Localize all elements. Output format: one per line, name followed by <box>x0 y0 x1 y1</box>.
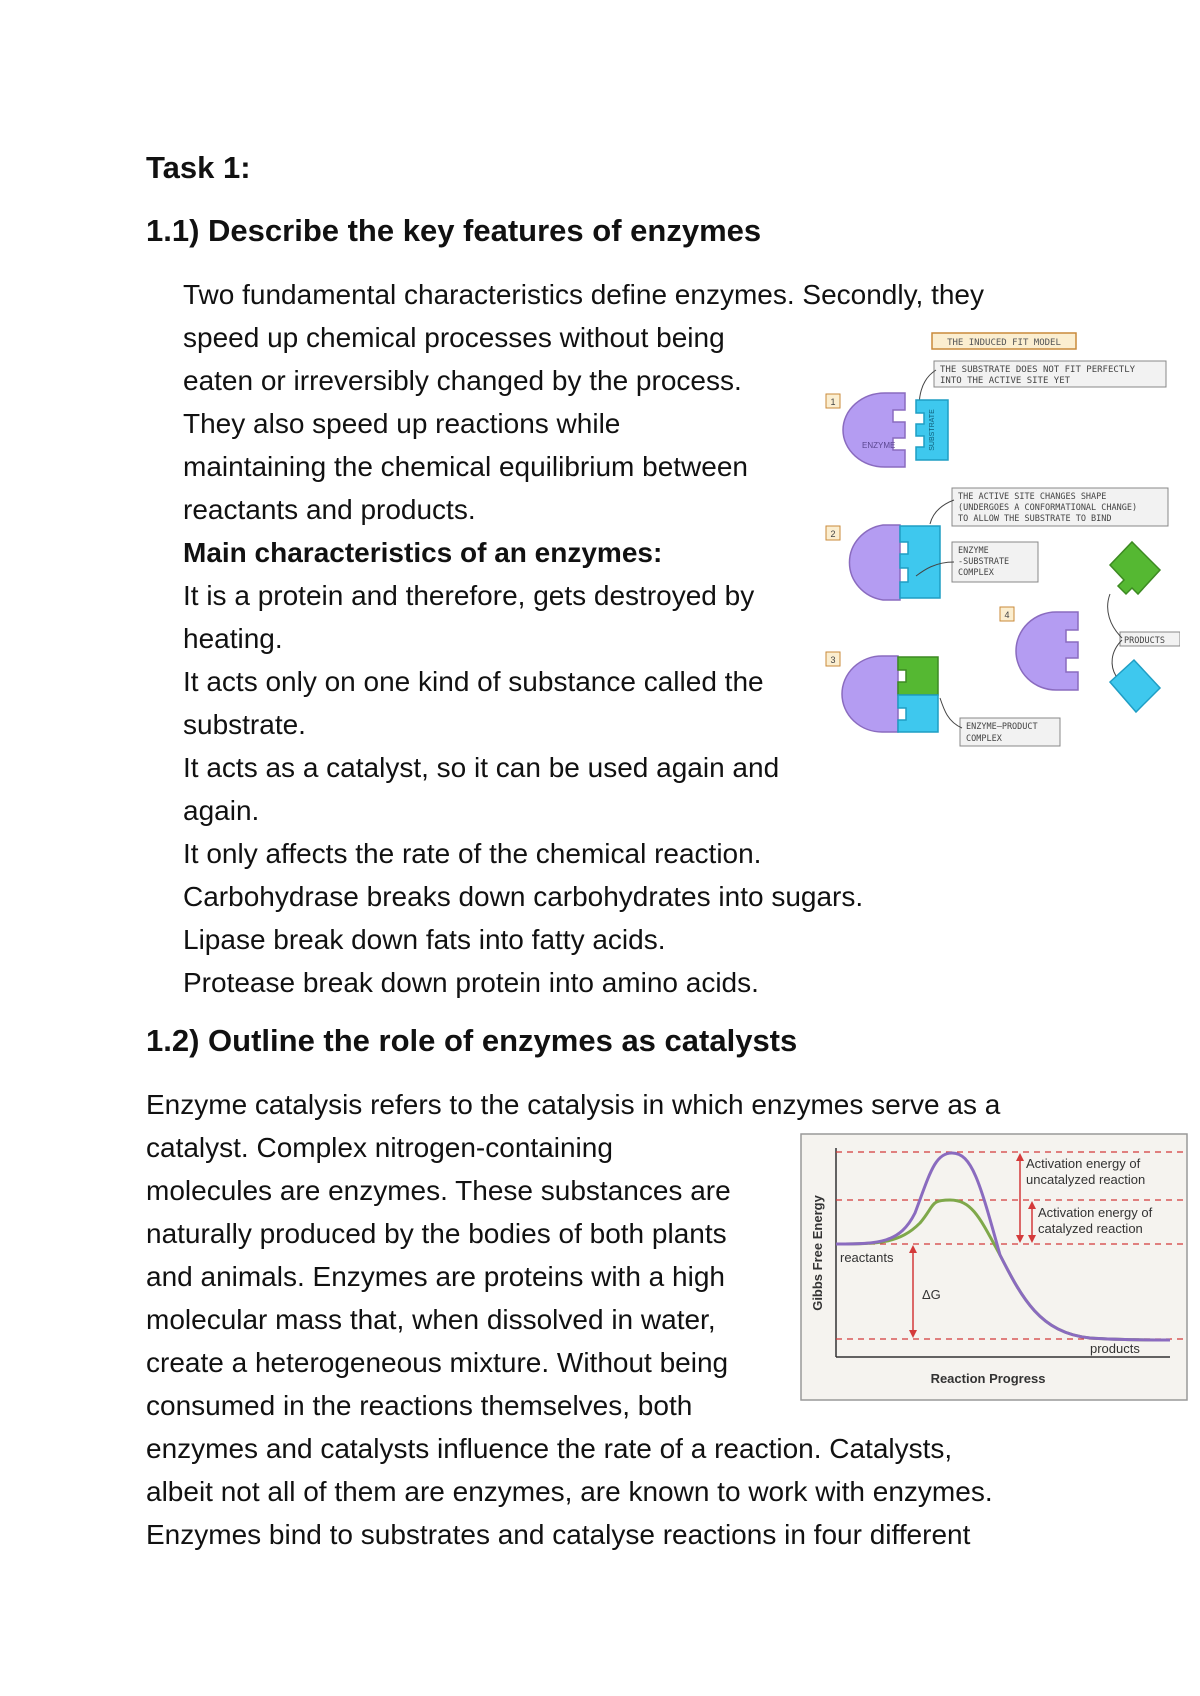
catalyzed-annotation-line: catalyzed reaction <box>1038 1221 1143 1236</box>
step2-arrow <box>930 500 954 524</box>
section2-line: Enzyme catalysis refers to the catalysis in which enzymes serve as a <box>146 1089 1001 1120</box>
characteristic-line: again. <box>183 795 260 826</box>
enzyme-shape <box>849 525 900 600</box>
product-shape <box>898 695 938 732</box>
catalyzed-annotation-line: Activation energy of <box>1038 1205 1153 1220</box>
characteristic-line: substrate. <box>183 709 306 740</box>
characteristic-line: It acts only on one kind of substance called the <box>183 666 764 697</box>
characteristic-line: Carbohydrase breaks down carbohydrates into sugars. <box>183 881 864 912</box>
reactants-label: reactants <box>840 1250 894 1265</box>
section1-line: eaten or irreversibly changed by the process. <box>183 365 742 396</box>
uncatalyzed-annotation-line: Activation energy of <box>1026 1156 1141 1171</box>
induced-fit-title: THE INDUCED FIT MODEL <box>947 338 1061 348</box>
products-label: products <box>1090 1341 1140 1356</box>
product-complex-arrow <box>940 698 962 728</box>
characteristic-line: It is a protein and therefore, gets destroyed by <box>183 580 755 611</box>
product-complex-text-line: ENZYME–PRODUCT <box>966 722 1038 732</box>
product-shape <box>1110 660 1160 712</box>
section2-line: molecular mass that, when dissolved in water, <box>146 1304 716 1335</box>
step2-text-line: (UNDERGOES A CONFORMATIONAL CHANGE) <box>958 503 1138 513</box>
enzyme-shape <box>843 393 905 467</box>
characteristic-line: heating. <box>183 623 283 654</box>
step3-number: 3 <box>830 655 836 665</box>
products-arrow <box>1108 594 1122 638</box>
delta-g-label: ΔG <box>922 1287 941 1302</box>
section2-line: naturally produced by the bodies of both plants <box>146 1218 727 1249</box>
activation-energy-diagram <box>800 1133 1190 1403</box>
complex-text-line: ENZYME <box>958 546 989 556</box>
product-complex-text-line: COMPLEX <box>966 734 1002 744</box>
section1-line: They also speed up reactions while <box>183 408 621 439</box>
task-title: Task 1: <box>146 150 251 185</box>
characteristics-subheading: Main characteristics of an enzymes: <box>183 537 663 568</box>
uncatalyzed-annotation-line: uncatalyzed reaction <box>1026 1172 1146 1187</box>
enzyme-shape <box>842 656 898 732</box>
characteristic-line: It acts as a catalyst, so it can be used again and <box>183 752 780 783</box>
section2-line: enzymes and catalysts influence the rate of a reaction. Catalysts, <box>146 1433 953 1464</box>
section2-heading: 1.2) Outline the role of enzymes as catalysts <box>146 1023 798 1058</box>
section2-line: molecules are enzymes. These substances are <box>146 1175 731 1206</box>
section1-line: speed up chemical processes without being <box>183 322 725 353</box>
section2-line: albeit not all of them are enzymes, are known to work with enzymes. <box>146 1476 993 1507</box>
induced-fit-diagram <box>820 330 1180 770</box>
characteristic-line: It only affects the rate of the chemical reaction. <box>183 838 762 869</box>
section2-line: consumed in the reactions themselves, both <box>146 1390 693 1421</box>
step1-text-line: THE SUBSTRATE DOES NOT FIT PERFECTLY <box>940 365 1136 375</box>
characteristic-line: Protease break down protein into amino acids. <box>183 967 759 998</box>
step2-number: 2 <box>830 529 836 539</box>
section1-line: reactants and products. <box>183 494 476 525</box>
section2-line: and animals. Enzymes are proteins with a high <box>146 1261 725 1292</box>
enzyme-shape <box>1016 612 1078 690</box>
complex-text-line: -SUBSTRATE <box>958 557 1010 567</box>
characteristic-line: Lipase break down fats into fatty acids. <box>183 924 666 955</box>
product-shape <box>1110 542 1160 594</box>
complex-text-line: COMPLEX <box>958 568 994 578</box>
section2-line: create a heterogeneous mixture. Without being <box>146 1347 729 1378</box>
step2-text-line: THE ACTIVE SITE CHANGES SHAPE <box>958 492 1107 502</box>
section1-line: Two fundamental characteristics define enzymes. Secondly, they <box>183 279 984 310</box>
step1-number: 1 <box>830 397 836 407</box>
section2-line: Enzymes bind to substrates and catalyse reactions in four different <box>146 1519 971 1550</box>
section1-heading: 1.1) Describe the key features of enzymes <box>146 213 762 248</box>
enzyme-label: ENZYME <box>862 441 896 450</box>
step4-number: 4 <box>1004 610 1010 620</box>
section2-line: catalyst. Complex nitrogen-containing <box>146 1132 613 1163</box>
step1-text-line: INTO THE ACTIVE SITE YET <box>940 376 1071 386</box>
substrate-label: SUBSTRATE <box>929 409 936 451</box>
products-label: PRODUCTS <box>1124 636 1165 646</box>
section1-line: maintaining the chemical equilibrium between <box>183 451 748 482</box>
product-shape <box>898 657 938 695</box>
y-axis-label: Gibbs Free Energy <box>810 1195 825 1311</box>
step2-text-line: TO ALLOW THE SUBSTRATE TO BIND <box>958 514 1112 524</box>
substrate-shape <box>900 526 940 598</box>
x-axis-label: Reaction Progress <box>930 1371 1046 1386</box>
